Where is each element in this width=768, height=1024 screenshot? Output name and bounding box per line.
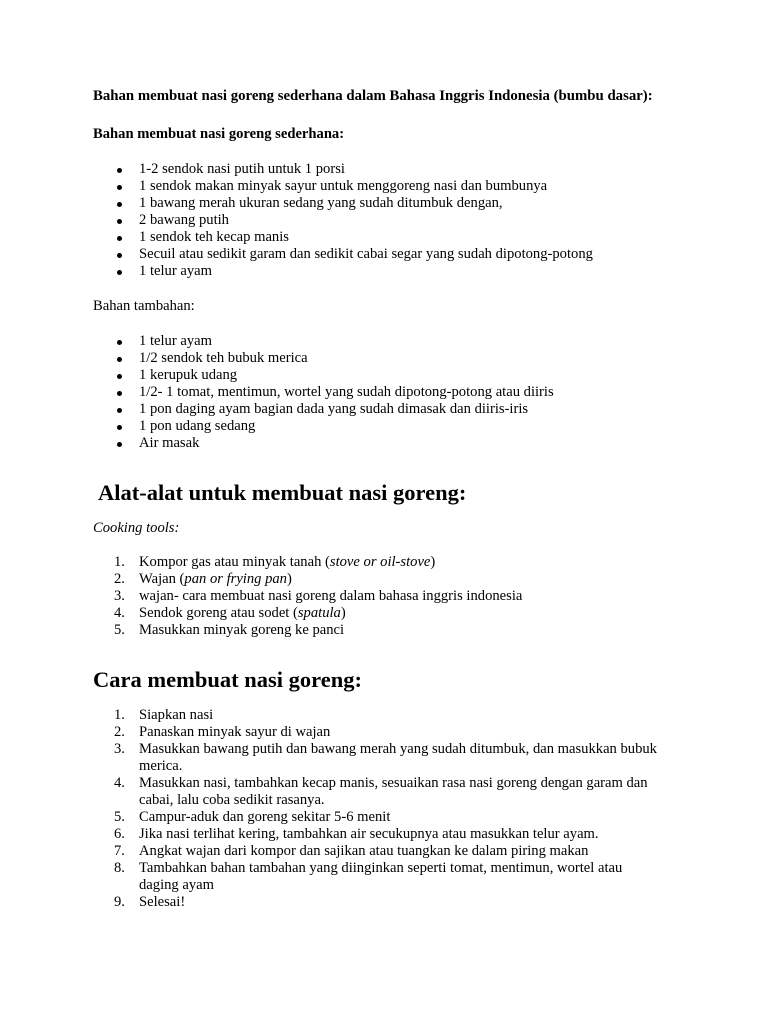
bullet-icon bbox=[117, 168, 122, 173]
document-title: Bahan membuat nasi goreng sederhana dalam Bahasa Inggris Indonesia (bumbu dasar): bbox=[93, 88, 653, 104]
list-item: 8. Tambahkan bahan tambahan yang diinginkan seperti tomat, mentimun, wortel atau daging ayam bbox=[114, 860, 623, 893]
bullet-icon bbox=[117, 391, 122, 396]
list-item: 9. Selesai! bbox=[114, 894, 186, 910]
additional-ingredients-label: Bahan tambahan: bbox=[93, 298, 195, 314]
list-item: 1/2- 1 tomat, mentimun, wortel yang sudah dipotong-potong atau diiris bbox=[93, 384, 688, 401]
bullet-icon bbox=[117, 270, 122, 275]
bullet-icon bbox=[117, 374, 122, 379]
list-item: 1. Kompor gas atau minyak tanah (stove or oil-stove) bbox=[114, 554, 436, 570]
list-item: 3. Masukkan bawang putih dan bawang merah yang sudah ditumbuk, dan masukkan bubuk merica. bbox=[114, 741, 657, 774]
bullet-icon bbox=[117, 340, 122, 345]
list-item: 2 bawang putih bbox=[93, 212, 688, 229]
steps-heading: Cara membuat nasi goreng: bbox=[93, 667, 362, 692]
list-item: 1 kerupuk udang bbox=[93, 367, 688, 384]
bullet-icon bbox=[117, 357, 122, 362]
bullet-icon bbox=[117, 253, 122, 258]
list-item: 1 sendok teh kecap manis bbox=[93, 229, 688, 246]
list-item: Air masak bbox=[93, 435, 688, 452]
basic-ingredients-list bbox=[93, 161, 688, 280]
list-item: 1. Siapkan nasi bbox=[114, 707, 214, 723]
list-item: 2. Wajan (pan or frying pan) bbox=[114, 571, 292, 587]
list-item: 1/2 sendok teh bubuk merica bbox=[93, 350, 688, 367]
list-item: 2. Panaskan minyak sayur di wajan bbox=[114, 724, 331, 740]
ingredients-subtitle: Bahan membuat nasi goreng sederhana: bbox=[93, 126, 345, 142]
bullet-icon bbox=[117, 185, 122, 190]
bullet-icon bbox=[117, 442, 122, 447]
tools-list bbox=[93, 554, 688, 639]
list-item: 1 telur ayam bbox=[93, 263, 688, 280]
additional-ingredients-list bbox=[93, 333, 688, 452]
list-item: 1-2 sendok nasi putih untuk 1 porsi bbox=[93, 161, 688, 178]
list-item: 1 bawang merah ukuran sedang yang sudah ditumbuk dengan, bbox=[93, 195, 688, 212]
list-item: 6. Jika nasi terlihat kering, tambahkan air secukupnya atau masukkan telur ayam. bbox=[114, 826, 599, 842]
list-item: 4. Sendok goreng atau sodet (spatula) bbox=[114, 605, 346, 621]
list-item: 4. Masukkan nasi, tambahkan kecap manis, sesuaikan rasa nasi goreng dengan garam dan cabai, lalu coba sedikit rasanya. bbox=[114, 775, 648, 808]
list-item: 1 pon daging ayam bagian dada yang sudah dimasak dan diiris-iris bbox=[93, 401, 688, 418]
tools-heading: Alat-alat untuk membuat nasi goreng: bbox=[98, 480, 467, 505]
bullet-icon bbox=[117, 236, 122, 241]
list-item: 7. Angkat wajan dari kompor dan sajikan atau tuangkan ke dalam piring makan bbox=[114, 843, 589, 859]
list-item: 1 sendok makan minyak sayur untuk menggoreng nasi dan bumbunya bbox=[93, 178, 688, 195]
steps-list bbox=[93, 707, 688, 911]
list-item: 1 telur ayam bbox=[93, 333, 688, 350]
list-item: 5. Masukkan minyak goreng ke panci bbox=[114, 622, 345, 638]
bullet-icon bbox=[117, 202, 122, 207]
bullet-icon bbox=[117, 425, 122, 430]
list-item: 5. Campur-aduk dan goreng sekitar 5-6 menit bbox=[114, 809, 391, 825]
list-item: 3. wajan- cara membuat nasi goreng dalam bahasa inggris indonesia bbox=[114, 588, 523, 604]
cooking-tools-label: Cooking tools: bbox=[93, 520, 180, 536]
bullet-icon bbox=[117, 219, 122, 224]
list-item: Secuil atau sedikit garam dan sedikit cabai segar yang sudah dipotong-potong bbox=[93, 246, 688, 263]
bullet-icon bbox=[117, 408, 122, 413]
list-item: 1 pon udang sedang bbox=[93, 418, 688, 435]
